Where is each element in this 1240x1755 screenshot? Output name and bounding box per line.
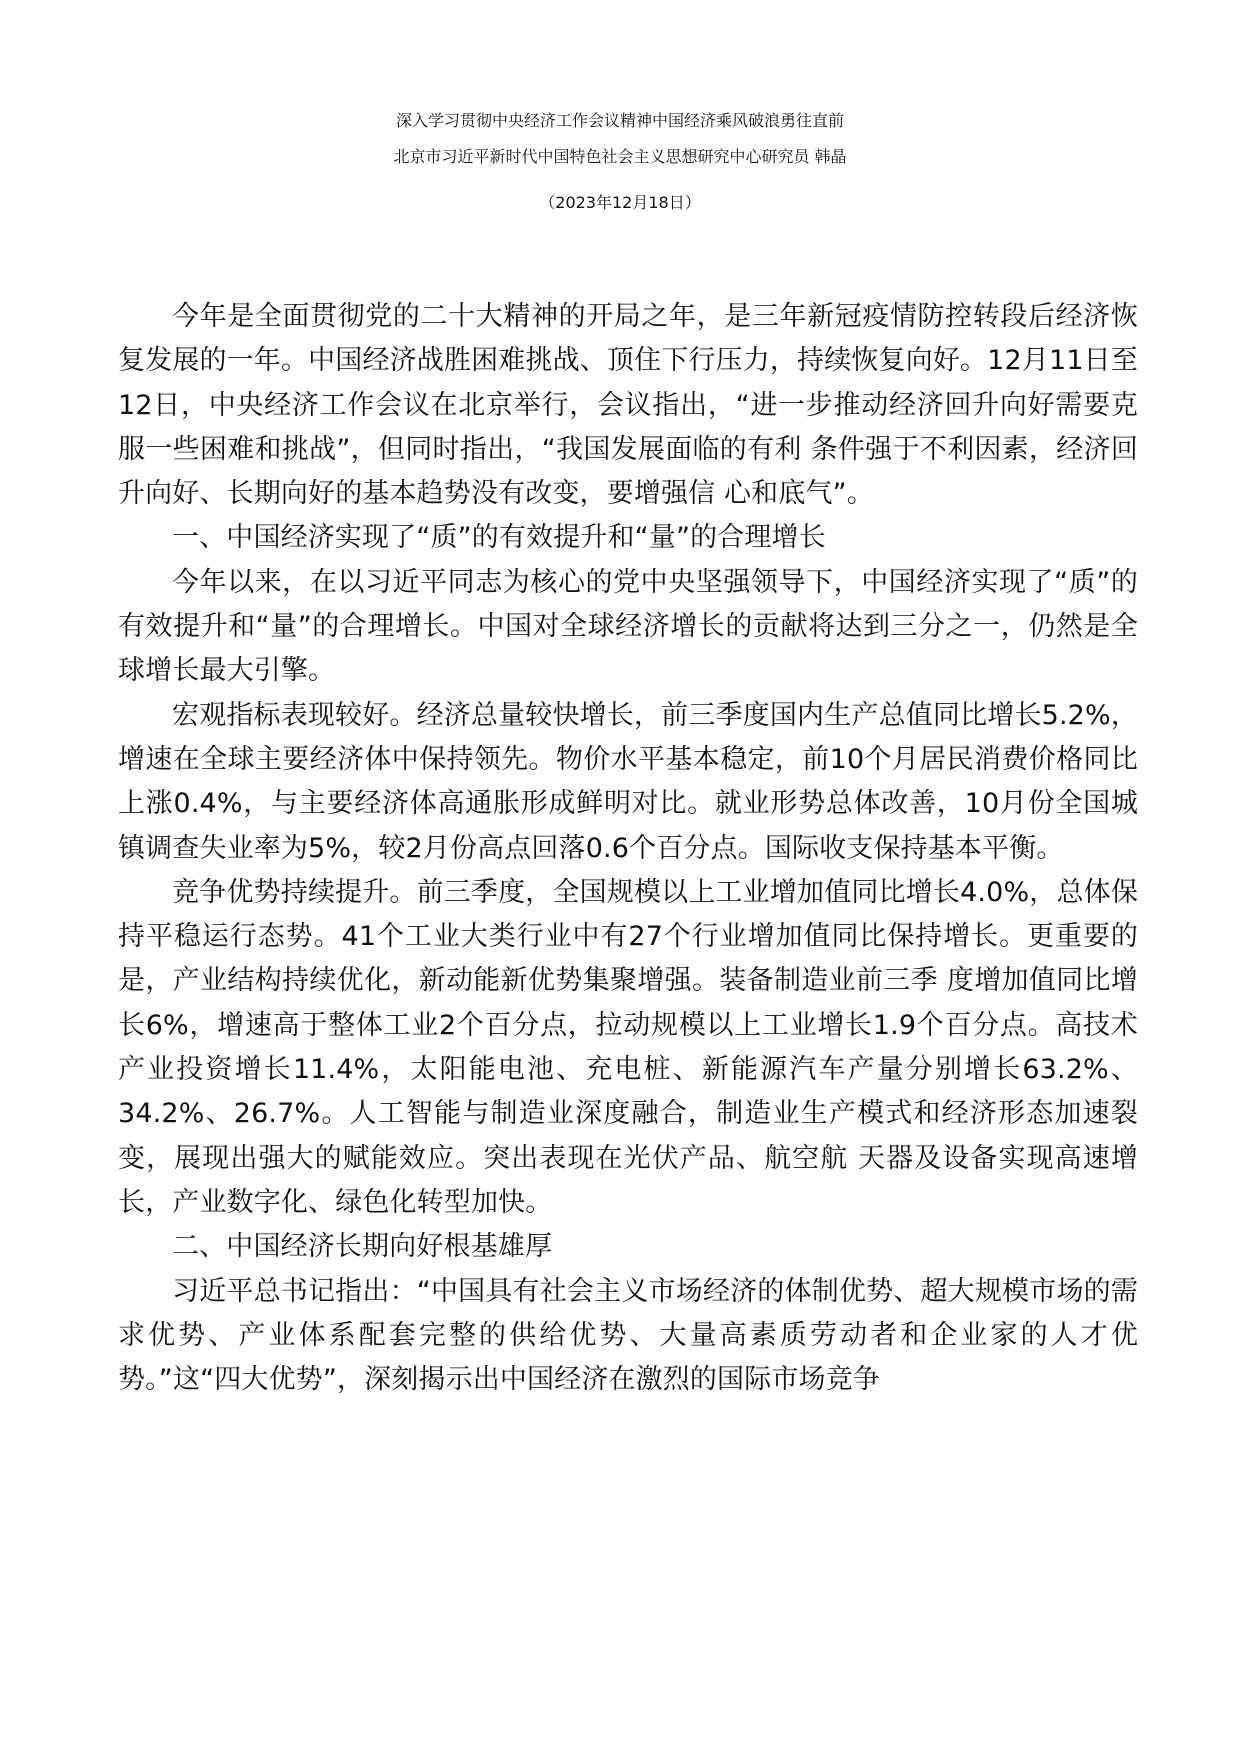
document-title: 深入学习贯彻中央经济工作会议精神中国经济乘风破浪勇往直前 bbox=[395, 111, 844, 130]
publication-date: （2023年12月18日） bbox=[539, 193, 701, 212]
author-line bbox=[0, 144, 1240, 167]
author-affiliation: 北京市习近平新时代中国特色社会主义思想研究中心研究员 韩晶 bbox=[393, 147, 847, 166]
paragraph: 竞争优势持续提升。前三季度，全国规模以上工业增加值同比增长4.0%，总体保持平稳运行态势。41个工业大类行业中有27个行业增加值同比保持增长。更重要的是，产业结构持续优化，新动能新优势集聚增强。装备制造业前三季 度增加值同比增长6%，增速高于整体工业2个百分点，拉动规模以上工业增长1.9个百分点。高技术产业投资增长11.4%，太阳能电池、充电桩、新能源汽车产量分别增长63.2%、34.2%、26.7%。人工智能与制造业深度融合，制造业生产模式和经济形态加速裂变，展现出强大的赋能效应。突出表现在光伏产品、航空航 天器及设备实现高速增长，产业数字化、绿色化转型加快。 bbox=[118, 876, 1138, 1218]
paragraph-intro: 今年是全面贯彻党的二十大精神的开局之年，是三年新冠疫情防控转段后经济恢复发展的一年。中国经济战胜困难挑战、顶住下行压力，持续恢复向好。12月11日至12日，中央经济工作会议在北京举行，会议指出，“进一步推动经济回升向好需要克服一些困难和挑战”，但同时指出，“我国发展面临的有利 条件强于不利因素，经济回升向好、长期向好的基本趋势没有改变，要增强信 心和底气”。 bbox=[118, 301, 1138, 510]
document-title-line bbox=[0, 108, 1240, 131]
date-line bbox=[0, 190, 1240, 213]
article-body bbox=[118, 295, 1138, 1402]
paragraph: 今年以来，在以习近平同志为核心的党中央坚强领导下，中国经济实现了“质”的有效提升和“量”的合理增长。中国对全球经济增长的贡献将达到三分之一，仍然是全球增长最大引擎。 bbox=[118, 566, 1138, 687]
paragraph: 宏观指标表现较好。经济总量较快增长，前三季度国内生产总值同比增长5.2%，增速在全球主要经济体中保持领先。物价水平基本稳定，前10个月居民消费价格同比上涨0.4%，与主要经济体高通胀形成鲜明对比。就业形势总体改善，10月份全国城镇调查失业率为5%，较2月份高点回落0.6个百分点。国际收支保持基本平衡。 bbox=[118, 699, 1138, 864]
section-heading-1: 一、中国经济实现了“质”的有效提升和“量”的合理增长 bbox=[172, 522, 826, 554]
paragraph: 习近平总书记指出：“中国具有社会主义市场经济的体制优势、超大规模市场的需求优势、产业体系配套完整的供给优势、大量高素质劳动者和企业家的人才优势。”这“四大优势”，深刻揭示出中国经济在激烈的国际市场竞争 bbox=[118, 1275, 1138, 1396]
section-heading-2: 二、中国经济长期向好根基雄厚 bbox=[172, 1231, 553, 1263]
